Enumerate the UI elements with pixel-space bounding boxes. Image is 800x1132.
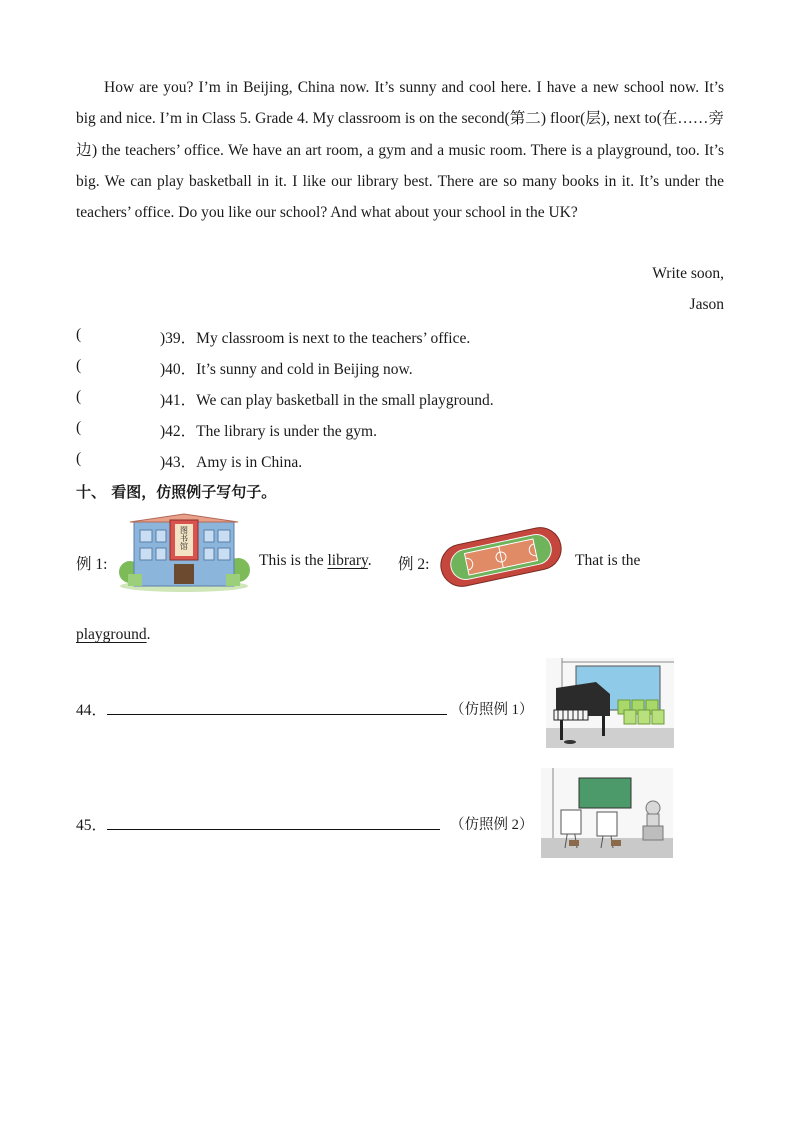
example2-answer: playground bbox=[76, 626, 147, 643]
question-39 bbox=[76, 326, 470, 348]
example2-prefix: That is the bbox=[575, 552, 641, 569]
answer-bracket[interactable]: ( bbox=[76, 357, 82, 374]
example1-suffix: . bbox=[367, 552, 372, 569]
question-text: )43．Amy is in China. bbox=[160, 454, 303, 471]
answer-bracket[interactable]: ( bbox=[76, 450, 82, 467]
example2-suffix: . bbox=[146, 626, 151, 643]
item45-number: 45． bbox=[76, 817, 108, 834]
question-text: )41．We can play basketball in the small playground. bbox=[160, 392, 494, 409]
answer-bracket[interactable]: ( bbox=[76, 326, 82, 343]
example1-prefix: This is the bbox=[259, 552, 328, 569]
example2-continuation bbox=[76, 626, 150, 644]
item45-answer-line[interactable] bbox=[107, 829, 440, 830]
question-41 bbox=[76, 388, 494, 410]
letter-signature: Jason bbox=[689, 296, 724, 313]
section-title: 十、 看图，仿照例子写句子。 bbox=[76, 483, 277, 501]
question-42 bbox=[76, 419, 377, 441]
item44-hint: （仿照例 1） bbox=[450, 702, 534, 718]
item44-answer-line[interactable] bbox=[107, 714, 447, 715]
example1-sentence bbox=[259, 552, 372, 570]
question-text: )40．It’s sunny and cold in Beijing now. bbox=[160, 361, 413, 378]
answer-bracket[interactable]: ( bbox=[76, 388, 82, 405]
question-text: )39．My classroom is next to the teachers’ office. bbox=[160, 330, 471, 347]
example1-answer: library bbox=[327, 552, 368, 569]
letter-closing: Write soon, bbox=[652, 265, 724, 282]
example2-label: 例 2: bbox=[398, 556, 430, 573]
playground-track-image bbox=[436, 524, 566, 590]
item44-number: 44． bbox=[76, 702, 108, 719]
item45-hint: （仿照例 2） bbox=[450, 817, 534, 833]
music-room-image bbox=[546, 658, 674, 748]
example1-label: 例 1: bbox=[76, 556, 108, 573]
answer-bracket[interactable]: ( bbox=[76, 419, 82, 436]
art-room-image bbox=[541, 768, 673, 858]
reading-passage: How are you? I’m in Beijing, China now. It’s sunny and cool here. I have a new school now. It’s big and nice. I’m in Class 5. Grade 4. My classroom is on the second(第二) floor(层), next to(在……旁边) the teachers’ office. We have an art room, a gym and a music room. There is a playground, too. It’s big. We can play basketball in it. I like our library best. There are so many books in it. It’s under the teachers’ office. Do you like our school? And what about your school in the UK? bbox=[76, 79, 724, 222]
question-43 bbox=[76, 450, 302, 472]
question-40 bbox=[76, 357, 413, 379]
library-sign-text: 图书馆 bbox=[179, 526, 189, 550]
library-building-image bbox=[118, 512, 250, 592]
question-text: )42．The library is under the gym. bbox=[160, 423, 377, 440]
